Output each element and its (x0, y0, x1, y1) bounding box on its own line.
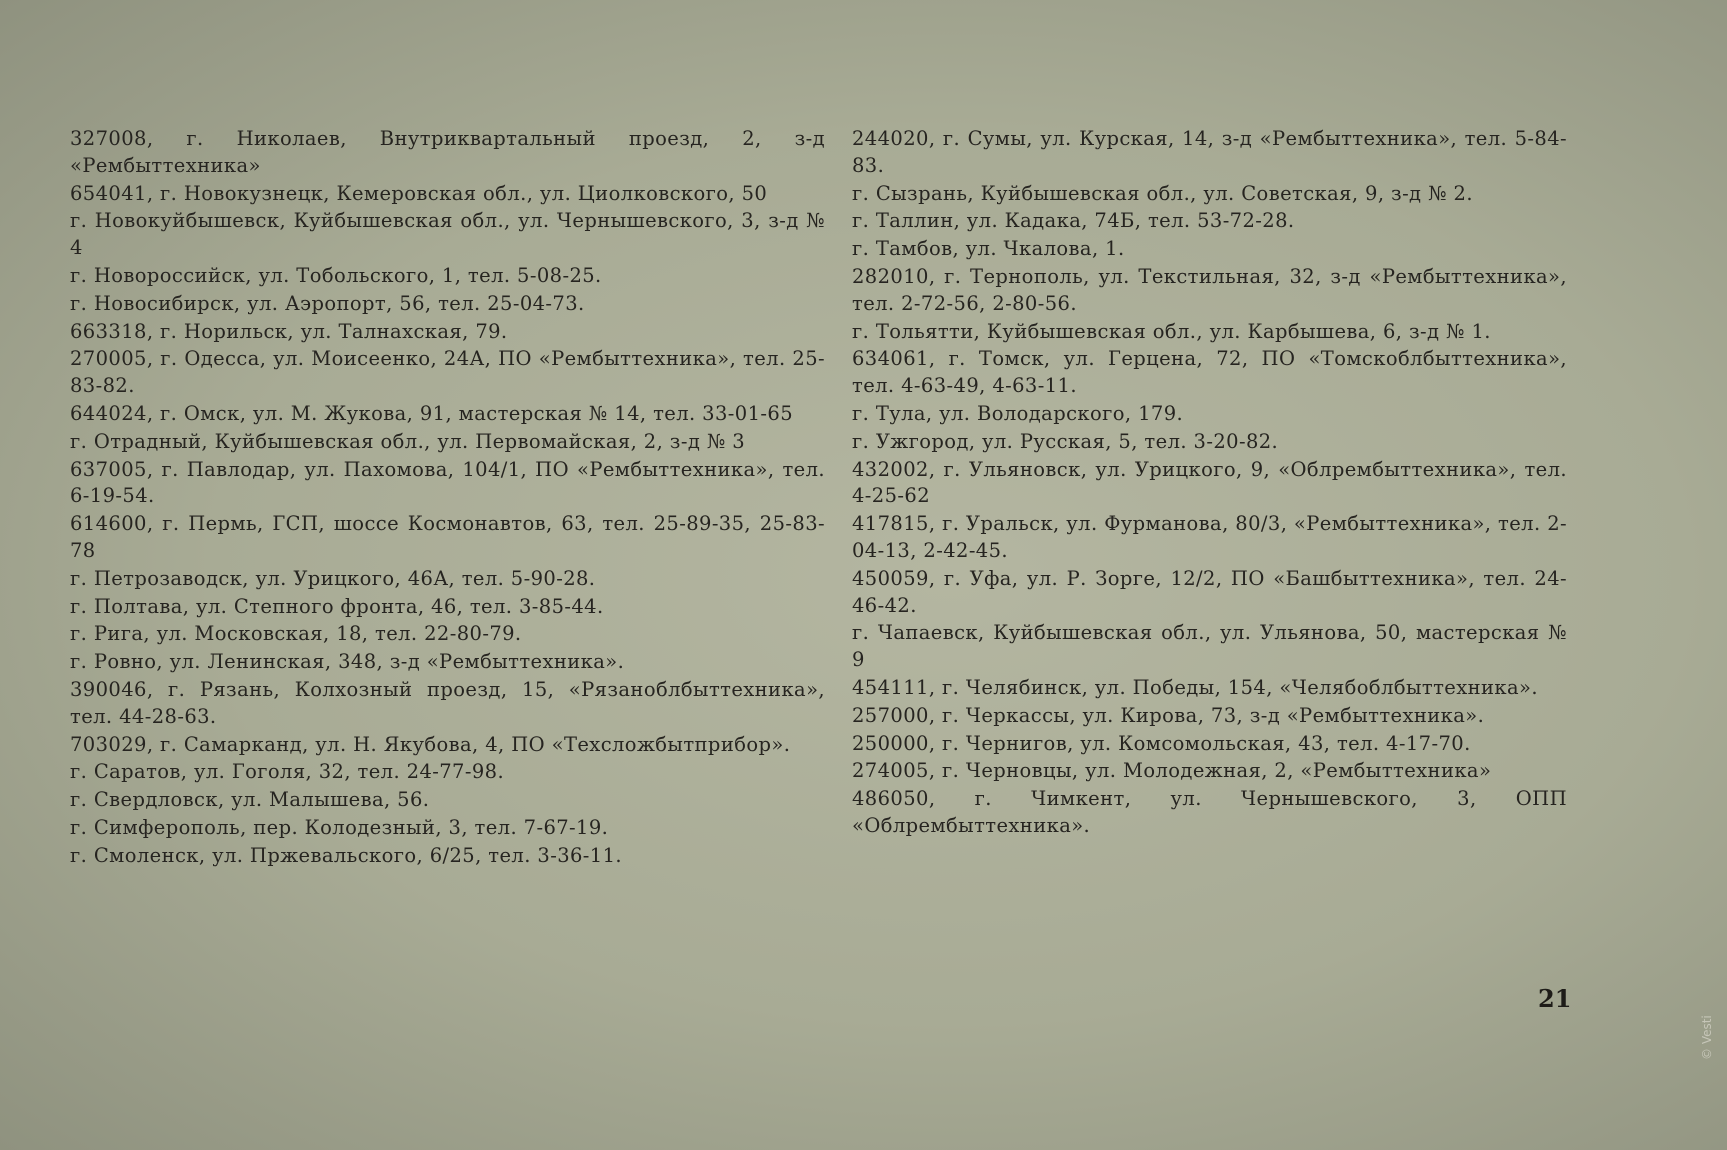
address-entry: 432002, г. Ульяновск, ул. Урицкого, 9, «Облрембыттехника», тел. 4-25-62 (852, 457, 1567, 508)
address-entry: 417815, г. Уральск, ул. Фурманова, 80/3, «Рембыттехника», тел. 2-04-13, 2-42-45. (852, 512, 1567, 562)
address-entry: г. Свердловск, ул. Малышева, 56. (70, 788, 430, 812)
address-entry: г. Новороссийск, ул. Тобольского, 1, тел. 5-08-25. (70, 263, 602, 287)
address-entry: г. Ровно, ул. Ленинская, 348, з-д «Рембыттехника». (70, 650, 625, 674)
address-entry: 282010, г. Тернополь, ул. Текстильная, 32, з-д «Рембыттехника», тел. 2-72-56, 2-80-56. (852, 264, 1567, 315)
page-number: 21 (1538, 984, 1572, 1013)
address-entry: г. Саратов, ул. Гоголя, 32, тел. 24-77-98. (70, 760, 505, 784)
address-entry: г. Смоленск, ул. Пржевальского, 6/25, тел. 3-36-11. (70, 843, 623, 867)
address-entry: г. Таллин, ул. Кадака, 74Б, тел. 53-72-28. (852, 209, 1295, 233)
watermark: © Vesti (1700, 1015, 1714, 1060)
right-column (852, 126, 1567, 841)
address-entry: г. Новосибирск, ул. Аэропорт, 56, тел. 25-04-73. (70, 291, 585, 315)
address-entry: г. Новокуйбышевск, Куйбышевская обл., ул. Чернышевского, 3, з-д № 4 (70, 209, 825, 260)
address-entry: г. Петрозаводск, ул. Урицкого, 46А, тел. 5-90-28. (70, 566, 596, 590)
address-entry: 614600, г. Пермь, ГСП, шоссе Космонавтов, 63, тел. 25-89-35, 25-83-78 (70, 512, 825, 562)
address-entry: 663318, г. Норильск, ул. Талнахская, 79. (70, 319, 508, 343)
address-entry: г. Рига, ул. Московская, 18, тел. 22-80-79. (70, 622, 522, 646)
address-entry: г. Чапаевск, Куйбышевская обл., ул. Ульянова, 50, мастерская № 9 (852, 621, 1567, 672)
address-entry: 270005, г. Одесса, ул. Моисеенко, 24А, ПО «Рембыттехника», тел. 25-83-82. (70, 347, 825, 398)
address-entry: 257000, г. Черкассы, ул. Кирова, 73, з-д «Рембыттехника». (852, 703, 1485, 727)
address-entry: г. Сызрань, Куйбышевская обл., ул. Советская, 9, з-д № 2. (852, 181, 1473, 205)
address-entry: 244020, г. Сумы, ул. Курская, 14, з-д «Рембыттехника», тел. 5-84-83. (852, 127, 1567, 177)
address-entry: 644024, г. Омск, ул. М. Жукова, 91, мастерская № 14, тел. 33-01-65 (70, 401, 794, 425)
address-entry: г. Отрадный, Куйбышевская обл., ул. Первомайская, 2, з-д № 3 (70, 429, 746, 453)
address-entry: 634061, г. Томск, ул. Герцена, 72, ПО «Томскоблбыттехника», тел. 4-63-49, 4-63-11. (852, 347, 1567, 398)
address-entry: г. Симферополь, пер. Колодезный, 3, тел. 7-67-19. (70, 815, 609, 839)
left-column (70, 126, 825, 871)
address-entry: г. Ужгород, ул. Русская, 5, тел. 3-20-82. (852, 429, 1279, 453)
address-entry: 274005, г. Черновцы, ул. Молодежная, 2, «Рембыттехника» (852, 759, 1492, 783)
address-entry: 250000, г. Чернигов, ул. Комсомольская, 43, тел. 4-17-70. (852, 731, 1471, 755)
address-entry: г. Тамбов, ул. Чкалова, 1. (852, 237, 1125, 261)
address-entry: 654041, г. Новокузнецк, Кемеровская обл., ул. Циолковского, 50 (70, 181, 768, 205)
address-entry: г. Тольятти, Куйбышевская обл., ул. Карбышева, 6, з-д № 1. (852, 319, 1491, 343)
address-entry: 327008, г. Николаев, Внутриквартальный проезд, 2, з-д «Рембыттехника» (70, 127, 825, 177)
address-entry: 454111, г. Челябинск, ул. Победы, 154, «Челябоблбыттехника». (852, 675, 1538, 699)
address-entry: 486050, г. Чимкент, ул. Чернышевского, 3, ОПП «Облрембыттехника». (852, 787, 1567, 837)
address-entry: 390046, г. Рязань, Колхозный проезд, 15, «Рязаноблбыттехника», тел. 44-28-63. (70, 677, 825, 728)
address-entry: г. Полтава, ул. Степного фронта, 46, тел. 3-85-44. (70, 594, 604, 618)
address-entry: 637005, г. Павлодар, ул. Пахомова, 104/1, ПО «Рембыттехника», тел. 6-19-54. (70, 457, 825, 508)
address-entry: 450059, г. Уфа, ул. Р. Зорге, 12/2, ПО «Башбыттехника», тел. 24-46-42. (852, 566, 1567, 617)
address-entry: 703029, г. Самарканд, ул. Н. Якубова, 4, ПО «Техсложбытприбор». (70, 732, 791, 756)
address-entry: г. Тула, ул. Володарского, 179. (852, 401, 1184, 425)
